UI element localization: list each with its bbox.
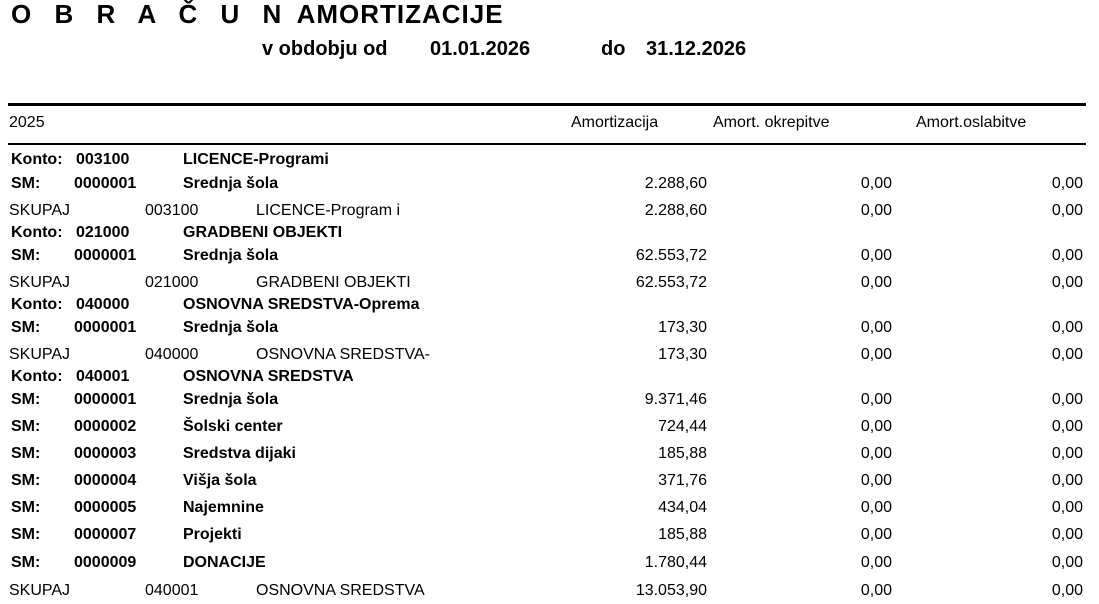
konto-row — [0, 368, 1099, 390]
sm-code: 0000009 — [74, 554, 137, 571]
total-code: 040001 — [145, 582, 199, 599]
date-to: 31.12.2026 — [646, 38, 747, 60]
amortizacija-value: 185,88 — [658, 526, 707, 543]
total-label: SKUPAJ — [9, 202, 71, 219]
amortizacija-value: 62.553,72 — [635, 247, 707, 264]
sm-row — [0, 391, 1099, 413]
okrepitve-value: 0,00 — [860, 346, 892, 363]
oslabitve-value: 0,00 — [1051, 418, 1083, 435]
amortizacija-value: 173,30 — [658, 346, 707, 363]
total-row — [0, 202, 1099, 224]
sm-code: 0000007 — [74, 526, 137, 543]
sm-name: Srednja šola — [183, 391, 279, 408]
total-name: OSNOVNA SREDSTVA- — [256, 346, 430, 363]
column-okrepitve: Amort. okrepitve — [713, 114, 830, 131]
total-code: 003100 — [145, 202, 199, 219]
konto-row — [0, 224, 1099, 246]
sm-label: SM: — [11, 526, 41, 543]
okrepitve-value: 0,00 — [860, 274, 892, 291]
total-label: SKUPAJ — [9, 274, 71, 291]
oslabitve-value: 0,00 — [1051, 274, 1083, 291]
sm-code: 0000001 — [74, 247, 137, 264]
konto-code: 021000 — [76, 224, 130, 241]
oslabitve-value: 0,00 — [1051, 526, 1083, 543]
amortizacija-value: 434,04 — [658, 499, 707, 516]
oslabitve-value: 0,00 — [1051, 445, 1083, 462]
sm-row — [0, 526, 1099, 548]
amortizacija-value: 2.288,60 — [644, 175, 707, 192]
amortizacija-value: 9.371,46 — [644, 391, 707, 408]
amortizacija-value: 1.780,44 — [644, 554, 707, 571]
oslabitve-value: 0,00 — [1051, 472, 1083, 489]
amortizacija-value: 62.553,72 — [635, 274, 707, 291]
okrepitve-value: 0,00 — [860, 391, 892, 408]
column-amortizacija: Amortizacija — [571, 114, 659, 131]
header-bottom-rule — [8, 143, 1086, 145]
amortizacija-value: 724,44 — [658, 418, 707, 435]
amortizacija-value: 13.053,90 — [635, 582, 707, 599]
amortizacija-value: 2.288,60 — [644, 202, 707, 219]
oslabitve-value: 0,00 — [1051, 554, 1083, 571]
konto-name: GRADBENI OBJEKTI — [183, 224, 343, 241]
report-title — [11, 0, 504, 30]
total-label: SKUPAJ — [9, 346, 71, 363]
konto-name: LICENCE-Programi — [183, 151, 329, 168]
okrepitve-value: 0,00 — [860, 319, 892, 336]
konto-label: Konto: — [11, 368, 63, 385]
sm-label: SM: — [11, 499, 41, 516]
total-name: GRADBENI OBJEKTI — [256, 274, 411, 291]
column-year: 2025 — [9, 114, 45, 131]
sm-code: 0000003 — [74, 445, 137, 462]
sm-label: SM: — [11, 554, 41, 571]
sm-row — [0, 418, 1099, 440]
sm-name: Višja šola — [183, 472, 257, 489]
oslabitve-value: 0,00 — [1051, 175, 1083, 192]
amortizacija-value: 173,30 — [658, 319, 707, 336]
total-code: 021000 — [145, 274, 199, 291]
okrepitve-value: 0,00 — [860, 175, 892, 192]
total-name: OSNOVNA SREDSTVA — [256, 582, 425, 599]
sm-row — [0, 499, 1099, 521]
sm-row — [0, 175, 1099, 197]
sm-name: Srednja šola — [183, 175, 279, 192]
okrepitve-value: 0,00 — [860, 472, 892, 489]
total-label: SKUPAJ — [9, 582, 71, 599]
sm-name: Sredstva dijaki — [183, 445, 296, 462]
sm-code: 0000004 — [74, 472, 137, 489]
sm-code: 0000002 — [74, 418, 137, 435]
okrepitve-value: 0,00 — [860, 582, 892, 599]
amortizacija-value: 371,76 — [658, 472, 707, 489]
okrepitve-value: 0,00 — [860, 554, 892, 571]
konto-row — [0, 296, 1099, 318]
amortizacija-value: 185,88 — [658, 445, 707, 462]
oslabitve-value: 0,00 — [1051, 319, 1083, 336]
sm-row — [0, 319, 1099, 341]
konto-row — [0, 151, 1099, 173]
sm-name: Srednja šola — [183, 319, 279, 336]
okrepitve-value: 0,00 — [860, 202, 892, 219]
sm-code: 0000001 — [74, 319, 137, 336]
konto-label: Konto: — [11, 296, 63, 313]
header-top-rule — [8, 103, 1086, 106]
sm-label: SM: — [11, 391, 41, 408]
total-row — [0, 582, 1099, 604]
oslabitve-value: 0,00 — [1051, 582, 1083, 599]
sm-row — [0, 472, 1099, 494]
report-title-rest: AMORTIZACIJE — [296, 0, 504, 29]
report-title-spaced: O B R A Č U N — [11, 0, 290, 29]
konto-name: OSNOVNA SREDSTVA — [183, 368, 354, 385]
sm-label: SM: — [11, 175, 41, 192]
to-label: do — [601, 38, 626, 60]
sm-code: 0000001 — [74, 175, 137, 192]
konto-label: Konto: — [11, 151, 63, 168]
total-code: 040000 — [145, 346, 199, 363]
konto-code: 040000 — [76, 296, 130, 313]
period-label: v obdobju od — [262, 38, 388, 60]
total-row — [0, 274, 1099, 296]
oslabitve-value: 0,00 — [1051, 247, 1083, 264]
sm-name: Najemnine — [183, 499, 264, 516]
sm-label: SM: — [11, 472, 41, 489]
sm-label: SM: — [11, 319, 41, 336]
konto-label: Konto: — [11, 224, 63, 241]
konto-name: OSNOVNA SREDSTVA-Oprema — [183, 296, 420, 313]
oslabitve-value: 0,00 — [1051, 391, 1083, 408]
sm-name: DONACIJE — [183, 554, 266, 571]
sm-code: 0000005 — [74, 499, 137, 516]
sm-row — [0, 445, 1099, 467]
date-from: 01.01.2026 — [430, 38, 531, 60]
column-oslabitve: Amort.oslabitve — [916, 114, 1027, 131]
konto-code: 040001 — [76, 368, 130, 385]
sm-name: Šolski center — [183, 418, 283, 435]
sm-label: SM: — [11, 247, 41, 264]
okrepitve-value: 0,00 — [860, 499, 892, 516]
sm-name: Projekti — [183, 526, 242, 543]
total-name: LICENCE-Program i — [256, 202, 401, 219]
konto-code: 003100 — [76, 151, 130, 168]
total-row — [0, 346, 1099, 368]
oslabitve-value: 0,00 — [1051, 202, 1083, 219]
okrepitve-value: 0,00 — [860, 445, 892, 462]
sm-row — [0, 554, 1099, 576]
okrepitve-value: 0,00 — [860, 247, 892, 264]
oslabitve-value: 0,00 — [1051, 499, 1083, 516]
sm-label: SM: — [11, 418, 41, 435]
okrepitve-value: 0,00 — [860, 526, 892, 543]
okrepitve-value: 0,00 — [860, 418, 892, 435]
sm-name: Srednja šola — [183, 247, 279, 264]
sm-row — [0, 247, 1099, 269]
sm-code: 0000001 — [74, 391, 137, 408]
oslabitve-value: 0,00 — [1051, 346, 1083, 363]
sm-label: SM: — [11, 445, 41, 462]
